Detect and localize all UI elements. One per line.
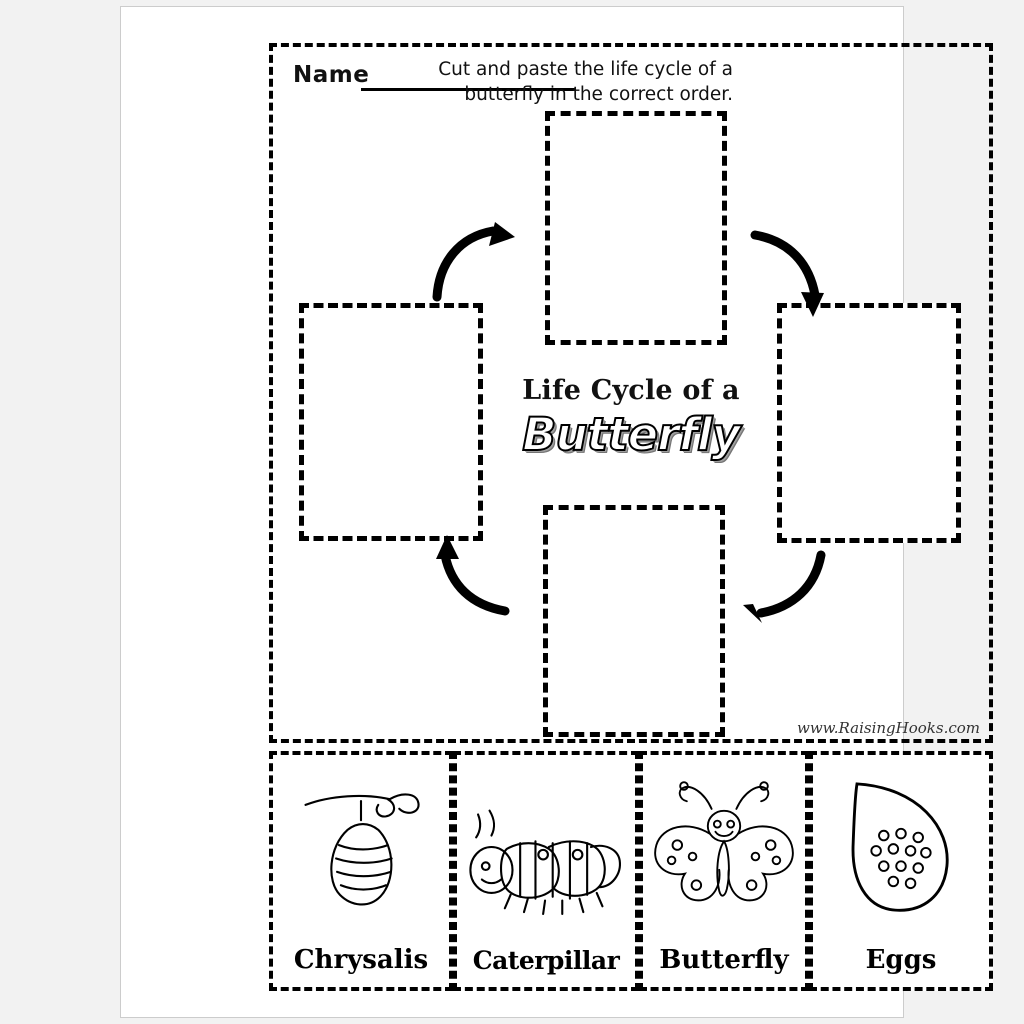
watermark-text: www.RaisingHooks.com: [797, 719, 980, 737]
drop-box-top[interactable]: [545, 111, 727, 345]
card-label-butterfly: Butterfly: [659, 945, 789, 975]
card-label-chrysalis: Chrysalis: [293, 945, 429, 975]
chrysalis-icon: [273, 763, 449, 931]
name-label: Name: [293, 62, 370, 88]
cut-card-eggs[interactable]: [809, 751, 993, 991]
eggs-leaf-icon: [813, 763, 989, 931]
butterfly-icon: [643, 763, 805, 931]
drop-box-left[interactable]: [299, 303, 483, 541]
title-line-1: Life Cycle of a: [522, 375, 740, 406]
cut-card-chrysalis[interactable]: [269, 751, 453, 991]
caterpillar-icon: [457, 763, 635, 931]
instructions-text: Cut and paste the life cycle of a butterfly in the correct order.: [438, 59, 733, 105]
card-label-caterpillar: Caterpillar: [472, 946, 620, 975]
cut-card-butterfly[interactable]: [639, 751, 809, 991]
cut-card-caterpillar[interactable]: [453, 751, 639, 991]
paper-sheet: [120, 6, 980, 1018]
cutout-strip: [269, 751, 993, 991]
drop-box-right[interactable]: [777, 303, 961, 543]
title-line-2: Butterfly: [522, 408, 740, 461]
drop-box-bottom[interactable]: [543, 505, 725, 737]
page-title: [481, 375, 781, 461]
card-label-eggs: Eggs: [865, 945, 937, 975]
